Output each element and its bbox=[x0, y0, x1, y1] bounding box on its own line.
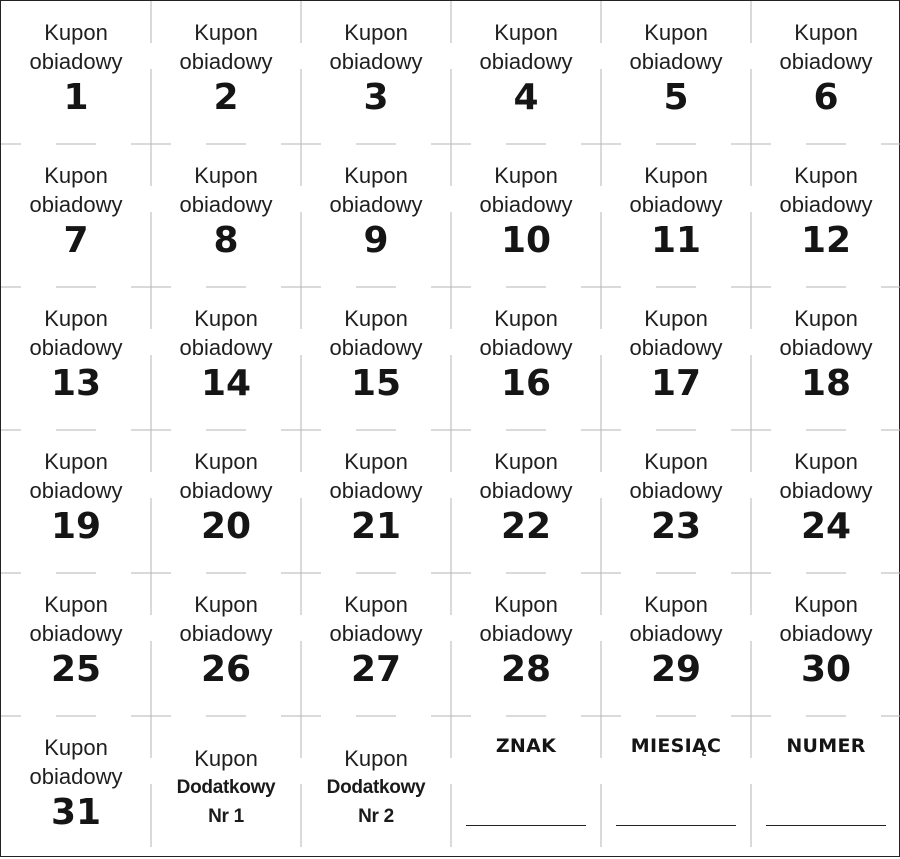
coupon-29 bbox=[601, 573, 751, 716]
coupon-25 bbox=[1, 573, 151, 716]
coupon-word-2: obiadowy bbox=[779, 478, 873, 503]
coupon-23 bbox=[601, 430, 751, 573]
coupon-word-1: Kupon bbox=[794, 306, 858, 331]
extra-coupon-word: Kupon bbox=[344, 746, 408, 771]
coupon-number: 25 bbox=[50, 649, 102, 690]
coupon-word-1: Kupon bbox=[44, 163, 108, 188]
coupon-word-2: obiadowy bbox=[629, 335, 723, 360]
coupon-word-2: obiadowy bbox=[29, 49, 123, 74]
field-label: NUMER bbox=[786, 735, 866, 757]
coupon-number: 1 bbox=[63, 77, 89, 118]
coupon-word-2: obiadowy bbox=[479, 621, 573, 646]
coupon-11 bbox=[601, 144, 751, 287]
coupon-number: 11 bbox=[650, 220, 702, 261]
coupon-number: 27 bbox=[350, 649, 402, 690]
coupon-number: 5 bbox=[663, 77, 689, 118]
field-miesiąc bbox=[601, 716, 751, 859]
coupon-word-2: obiadowy bbox=[29, 335, 123, 360]
coupon-word-1: Kupon bbox=[344, 592, 408, 617]
coupon-7 bbox=[1, 144, 151, 287]
field-numer bbox=[751, 716, 900, 859]
coupon-number: 22 bbox=[500, 506, 552, 547]
coupon-number: 20 bbox=[200, 506, 252, 547]
coupon-4 bbox=[451, 1, 601, 144]
coupon-word-2: obiadowy bbox=[479, 192, 573, 217]
coupon-26 bbox=[151, 573, 301, 716]
coupon-number: 21 bbox=[350, 506, 402, 547]
coupon-word-2: obiadowy bbox=[629, 621, 723, 646]
coupon-word-2: obiadowy bbox=[779, 335, 873, 360]
coupon-word-2: obiadowy bbox=[329, 192, 423, 217]
coupon-13 bbox=[1, 287, 151, 430]
coupon-word-1: Kupon bbox=[194, 306, 258, 331]
coupon-15 bbox=[301, 287, 451, 430]
coupon-8 bbox=[151, 144, 301, 287]
coupon-number: 16 bbox=[500, 363, 552, 404]
coupon-word-2: obiadowy bbox=[179, 192, 273, 217]
extra-coupon-word: Kupon bbox=[194, 746, 258, 771]
coupon-word-2: obiadowy bbox=[779, 192, 873, 217]
field-write-line bbox=[766, 825, 886, 826]
field-label: ZNAK bbox=[495, 735, 557, 757]
coupon-number: 15 bbox=[350, 363, 402, 404]
coupon-word-2: obiadowy bbox=[479, 335, 573, 360]
coupon-word-1: Kupon bbox=[644, 306, 708, 331]
coupon-31 bbox=[1, 716, 151, 859]
coupon-word-2: obiadowy bbox=[179, 335, 273, 360]
coupon-28 bbox=[451, 573, 601, 716]
coupon-3 bbox=[301, 1, 451, 144]
coupon-word-1: Kupon bbox=[44, 592, 108, 617]
coupon-word-2: obiadowy bbox=[629, 192, 723, 217]
extra-coupon-type: Dodatkowy bbox=[176, 777, 276, 798]
coupon-number: 18 bbox=[800, 363, 852, 404]
coupon-word-2: obiadowy bbox=[479, 49, 573, 74]
coupon-word-2: obiadowy bbox=[779, 49, 873, 74]
coupon-6 bbox=[751, 1, 900, 144]
coupon-word-1: Kupon bbox=[794, 592, 858, 617]
coupon-word-2: obiadowy bbox=[629, 49, 723, 74]
coupon-number: 6 bbox=[813, 77, 839, 118]
coupon-word-2: obiadowy bbox=[629, 478, 723, 503]
coupon-word-1: Kupon bbox=[44, 735, 108, 760]
coupon-word-1: Kupon bbox=[44, 449, 108, 474]
coupon-word-2: obiadowy bbox=[779, 621, 873, 646]
coupon-24 bbox=[751, 430, 900, 573]
coupon-word-1: Kupon bbox=[344, 306, 408, 331]
coupon-10 bbox=[451, 144, 601, 287]
coupon-word-2: obiadowy bbox=[179, 621, 273, 646]
coupon-number: 4 bbox=[513, 77, 539, 118]
coupon-word-1: Kupon bbox=[344, 449, 408, 474]
coupon-word-2: obiadowy bbox=[29, 192, 123, 217]
coupon-16 bbox=[451, 287, 601, 430]
coupon-number: 19 bbox=[50, 506, 102, 547]
coupon-number: 7 bbox=[63, 220, 89, 261]
coupon-number: 9 bbox=[363, 220, 389, 261]
coupon-word-2: obiadowy bbox=[29, 621, 123, 646]
coupon-number: 12 bbox=[800, 220, 852, 261]
coupon-number: 26 bbox=[200, 649, 252, 690]
coupon-word-1: Kupon bbox=[194, 163, 258, 188]
coupon-word-1: Kupon bbox=[794, 163, 858, 188]
coupon-word-2: obiadowy bbox=[29, 478, 123, 503]
coupon-1 bbox=[1, 1, 151, 144]
coupon-word-2: obiadowy bbox=[329, 49, 423, 74]
extra-coupon-number: Nr 1 bbox=[208, 806, 244, 827]
coupon-word-1: Kupon bbox=[494, 306, 558, 331]
coupon-number: 23 bbox=[650, 506, 702, 547]
coupon-number: 10 bbox=[500, 220, 552, 261]
field-znak bbox=[451, 716, 601, 859]
coupon-word-2: obiadowy bbox=[329, 478, 423, 503]
coupon-20 bbox=[151, 430, 301, 573]
coupon-21 bbox=[301, 430, 451, 573]
coupon-number: 2 bbox=[213, 77, 239, 118]
coupon-17 bbox=[601, 287, 751, 430]
coupon-27 bbox=[301, 573, 451, 716]
coupon-word-2: obiadowy bbox=[479, 478, 573, 503]
coupon-2 bbox=[151, 1, 301, 144]
coupon-word-1: Kupon bbox=[794, 449, 858, 474]
coupon-word-1: Kupon bbox=[644, 449, 708, 474]
coupon-word-1: Kupon bbox=[44, 306, 108, 331]
coupon-word-1: Kupon bbox=[644, 20, 708, 45]
coupon-14 bbox=[151, 287, 301, 430]
coupon-word-1: Kupon bbox=[494, 449, 558, 474]
coupon-word-1: Kupon bbox=[344, 163, 408, 188]
coupon-word-2: obiadowy bbox=[29, 764, 123, 789]
coupon-word-1: Kupon bbox=[194, 592, 258, 617]
extra-coupon-number: Nr 2 bbox=[358, 806, 394, 827]
coupon-number: 24 bbox=[800, 506, 852, 547]
coupon-word-1: Kupon bbox=[194, 20, 258, 45]
coupon-22 bbox=[451, 430, 601, 573]
coupon-word-2: obiadowy bbox=[329, 335, 423, 360]
coupon-word-1: Kupon bbox=[494, 592, 558, 617]
coupon-9 bbox=[301, 144, 451, 287]
coupon-number: 8 bbox=[213, 220, 239, 261]
field-label: MIESIĄC bbox=[630, 735, 722, 757]
coupon-word-1: Kupon bbox=[494, 163, 558, 188]
coupon-word-1: Kupon bbox=[494, 20, 558, 45]
coupon-word-1: Kupon bbox=[194, 449, 258, 474]
coupon-word-2: obiadowy bbox=[179, 49, 273, 74]
extra-coupon-type: Dodatkowy bbox=[326, 777, 426, 798]
coupon-number: 14 bbox=[200, 363, 252, 404]
coupon-number: 3 bbox=[363, 77, 389, 118]
coupon-word-1: Kupon bbox=[44, 20, 108, 45]
coupon-word-2: obiadowy bbox=[329, 621, 423, 646]
coupon-12 bbox=[751, 144, 900, 287]
coupon-word-1: Kupon bbox=[644, 592, 708, 617]
field-write-line bbox=[466, 825, 586, 826]
coupon-number: 29 bbox=[650, 649, 702, 690]
coupon-number: 17 bbox=[650, 363, 702, 404]
coupon-word-1: Kupon bbox=[794, 20, 858, 45]
field-write-line bbox=[616, 825, 736, 826]
extra-coupon-1 bbox=[151, 716, 301, 859]
coupon-19 bbox=[1, 430, 151, 573]
coupon-number: 28 bbox=[500, 649, 552, 690]
coupon-30 bbox=[751, 573, 900, 716]
coupon-number: 31 bbox=[50, 792, 102, 833]
coupon-word-1: Kupon bbox=[644, 163, 708, 188]
coupon-word-2: obiadowy bbox=[179, 478, 273, 503]
coupon-number: 30 bbox=[800, 649, 852, 690]
coupon-5 bbox=[601, 1, 751, 144]
coupon-18 bbox=[751, 287, 900, 430]
extra-coupon-2 bbox=[301, 716, 451, 859]
coupon-number: 13 bbox=[50, 363, 102, 404]
coupon-word-1: Kupon bbox=[344, 20, 408, 45]
